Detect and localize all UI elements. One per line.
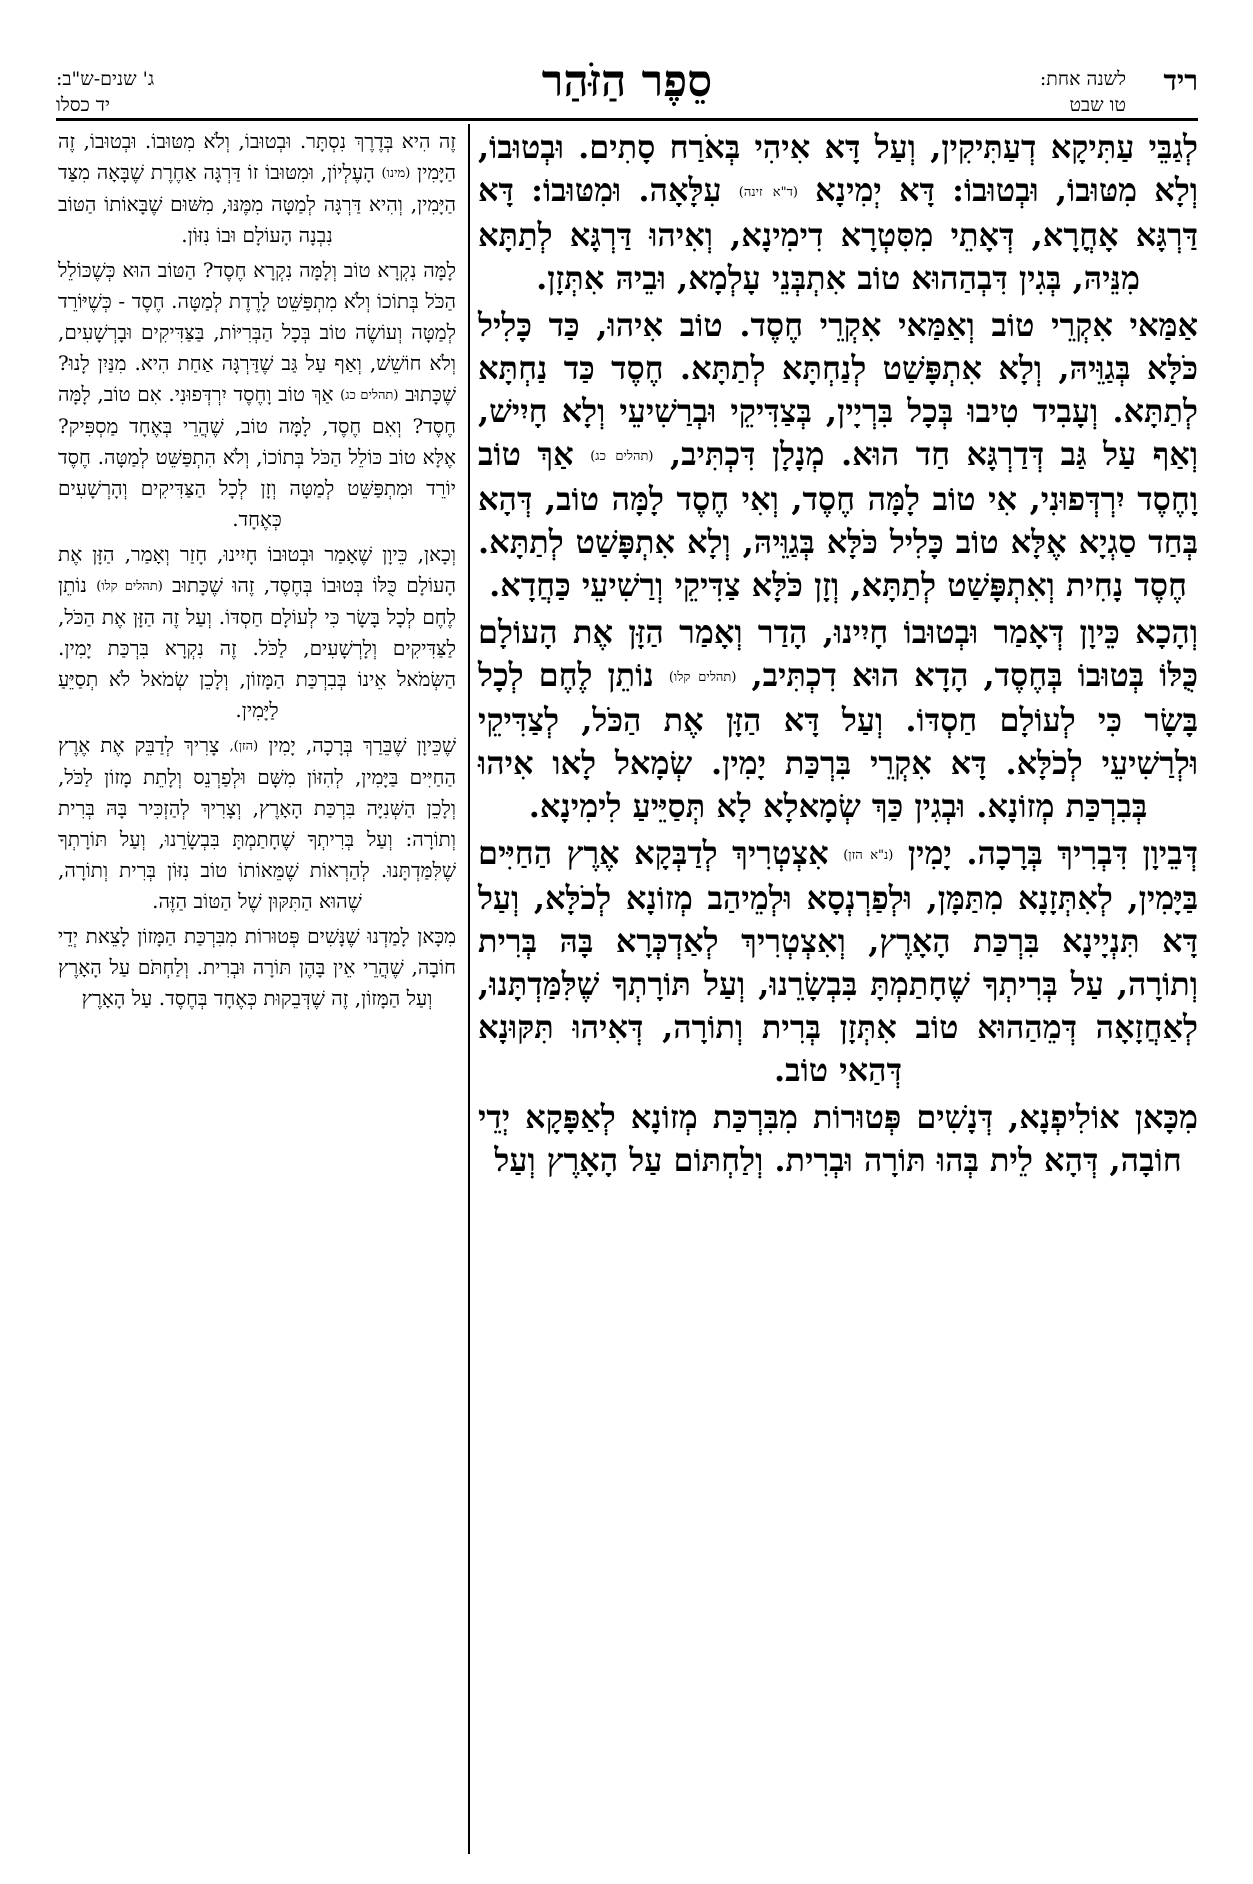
schedule-three-years xyxy=(56,66,154,118)
main-paragraph-1: לְגַבֵּי עַתִּיקָא דְעַתִּיקִין, וְעַל דָּא אִיהִי בְּאֹרַח סָתִים. וּבְטוּבוֹ, וְלָא מִטּוּבוֹ, וּבְטוּבוֹ: דָּא יְמִינָא (ד"א זינה) עִלָּאָה. וּמִטּוּבוֹ: דָּא דַּרְגָּא אָחֳרָא, דְּאָתֵי מִסִּטְרָא דִימִינָא, וְאִיהוּ דַּרְגָּא לְתַתָּא מִנֵּיהּ, בְּגִין דִּבְהַהוּא טוֹב אִתְבְּנֵי עָלְמָא, וּבֵיהּ אִתְּזָן. xyxy=(478,128,1199,297)
verse-reference: (תהלים קלו) xyxy=(668,670,737,685)
side-paragraph-1: זֶה הִיא בְּדֶרֶךְ נִסְתָּר. וּבְטוּבוֹ, וְלֹא מִטּוּבוֹ. וּבְטוּבוֹ, זֶה הַיָּמִין (מינו) הָעֶלְיוֹן, וּמִטּוּבוֹ זוֹ דַּרְגָּה אַחֶרֶת שֶׁבָּאָה מִצַּד הַיָּמִין, וְהִיא דַּרְגָּה לְמַטָּה מִמֶּנּוּ, מִשּׁוּם שֶׁבָּאוֹתוֹ הַטּוֹב נִבְנָה הָעוֹלָם וּבוֹ נִזּוֹן. xyxy=(58,129,456,247)
verse-reference: (תהלים כג) xyxy=(340,388,399,403)
side-paragraph-5: מִכָּאן לָמַדְנוּ שֶׁנָּשִׁים פְּטוּרוֹת מִבִּרְכַּת הַמָּזוֹן לָצֵאת יְדֵי חוֹבָה, שֶׁהֲרֵי אֵין בָּהֶן תּוֹרָה וּבְרִית. וְלַחְתֹּם עַל הָאָרֶץ וְעַל הַמָּזוֹן, זֶה שֶׁדְּבֵקוּת כְּאֶחָד בְּחֶסֶד. עַל הָאָרֶץ xyxy=(58,924,456,1010)
main-paragraph-3: וְהָכָא כֵּיוָן דְּאָמַר וּבְטוּבוֹ חָיִינוּ, הָדַר וְאָמַר הַזָּן אֶת הָעוֹלָם כֻּלּוֹ בְּטוּבוֹ בְּחֶסֶד, הָדָא הוּא דִכְתִּיב, (תהלים קלו) נוֹתֵן לֶחֶם לְכָל בָּשָׂר כִּי לְעוֹלָם חַסְדּוֹ. וְעַל דָּא הַזָּן אֶת הַכֹּל, לְצַדִּיקֵי וּלְרַשִׁיעֵי לְכֹלָּא. דָּא אִקְרֵי בִּרְכַּת יָמִין. שְׂמָאל לָאו אִיהוּ בְּבִרְכַּת מְזוֹנָא. וּבְגִין כַּךְ שְׂמָאלָא לָא תְּסַיֵּיעַ לִימִינָא. xyxy=(478,613,1199,825)
page-number: ריד xyxy=(1163,64,1198,97)
schedule-three-years-date: יד כסלו xyxy=(56,94,111,116)
header-rule xyxy=(56,118,1198,121)
variant-note: (נ"א הזן) xyxy=(843,848,894,863)
verse-reference: (תהלים קלו) xyxy=(96,579,163,594)
variant-note: (מינו) xyxy=(381,166,411,181)
main-paragraph-5: מִכָּאן אוֹלִיפְנָא, דְּנָשִׁים פְּטוּרוֹת מִבִּרְכַּת מְזוֹנָא לְאַפָּקָא יְדֵי חוֹבָה, דְּהָא לֵית בְּהוּ תּוֹרָה וּבְרִית. וְלַחְתּוֹם עַל הָאָרֶץ וְעַל xyxy=(478,1098,1198,1179)
schedule-one-year-label: לשנה אחת: xyxy=(1039,68,1126,90)
variant-note: (הזן), xyxy=(229,739,259,754)
side-paragraph-3: וְכָאן, כֵּיוָן שֶׁאָמַר וּבְטוּבוֹ חָיִינוּ, חָזַר וְאָמַר, הַזָּן אֶת הָעוֹלָם כֻּלּוֹ בְּטוּבוֹ בְּחֶסֶד, זֶהוּ שֶׁכָּתוּב (תהלים קלו) נוֹתֵן לֶחֶם לְכָל בָּשָׂר כִּי לְעוֹלָם חַסְדּוֹ. וְעַל זֶה הַזָּן אֶת הַכֹּל, לַצַּדִּיקִים וְלָרְשָׁעִים, לַכֹּל. זֶה נִקְרָא בִּרְכַּת יָמִין. הַשְּׂמֹאל אֵינוֹ בְּבִרְכַּת הַמָּזוֹן, וְלָכֵן שְׂמֹאל לֹא תְסַיֵּעַ לַיָּמִין. xyxy=(58,542,456,722)
column-divider xyxy=(468,124,470,1854)
schedule-one-year-date: טו שבט xyxy=(1069,94,1126,116)
side-paragraph-4: שֶׁכֵּיוָן שֶׁבֵּרַךְ בְּרָכָה, יָמִין (הזן), צָרִיךְ לְדַבֵּק אֶת אֶרֶץ הַחַיִּים בַּיָּמִין, לְהִזּוֹן מִשָּׁם וּלְפַרְנֵס וְלָתֵת מָזוֹן לַכֹּל, וְלָכֵן הַשְּׁנִיָּה בִּרְכַּת הָאָרֶץ, וְצָרִיךְ לְהַזְכִּיר בָּהּ בְּרִית וְתוֹרָה: וְעַל בְּרִיתְךָ שֶׁחָתַמְתָּ בִּבְשָׂרֵנוּ, וְעַל תּוֹרָתְךָ שֶׁלִּמַּדְתָּנוּ. לְהַרְאוֹת שֶׁמֵּאוֹתוֹ טוֹב נִזּוֹן בְּרִית וְתוֹרָה, שֶׁהוּא הַתִּקּוּן שֶׁל הַטּוֹב הַזֶּה. xyxy=(58,733,456,913)
main-paragraph-4: דְּבֵיוָן דִּבְרִיךְ בְּרָכָה. יָמִין (נ"א הזן) אִצְטְרִיךְ לְדַבְּקָא אֶרֶץ הַחַיִּים בַּיָּמִין, לְאִתְּזָנָא מִתַּמָּן, וּלְפַרְנְסָא וּלְמֵיהַב מְזוֹנָא לְכֹלָּא, וְעַל דָּא תִּנְיָינָא בִּרְכַּת הָאָרֶץ, וְאִצְטְרִיךְ לְאַדְכְּרָא בָּהּ בְּרִית וְתוֹרָה, עַל בְּרִיתְךָ שֶׁחָתַמְתָּ בִּבְשָׂרֵנוּ, וְעַל תּוֹרָתְךָ שֶׁלִּמַּדְתָּנוּ, לְאַחֲזָאָה דְּמֵהַהוּא טוֹב אִתְּזָן בְּרִית וְתוֹרָה, דְּאִיהוּ תִּקּוּנָא דְּהַאי טוֹב. xyxy=(478,834,1199,1089)
page-header xyxy=(56,56,1198,124)
book-title: סֵפֶר הַזֹּהַר xyxy=(541,56,713,107)
hebrew-translation-column xyxy=(58,126,456,1018)
aramaic-column xyxy=(478,126,1198,1186)
variant-note: (ד"א זינה) xyxy=(738,185,798,200)
schedule-three-years-label: ג' שנים-ש"ב: xyxy=(56,68,155,90)
side-paragraph-2: לָמָּה נִקְרָא טוֹב וְלָמָּה נִקְרָא חֶסֶד? הַטּוֹב הוּא כְּשֶׁכּוֹלֵל הַכֹּל בְּתוֹכוֹ וְלֹא מִתְפַּשֵּׁט לָרֶדֶת לְמַטָּה. חֶסֶד - כְּשֶׁיּוֹרֵד לְמַטָּה וְעוֹשֶׂה טוֹב בְּכָל הַבְּרִיּוֹת, בַּצַּדִּיקִים וּבָרְשָׁעִים, וְלֹא חוֹשֵׁשׁ, וְאַף עַל גַּב שֶׁדַּרְגָּה אַחַת הִיא. מִנַּיִן לָנוּ? שֶׁכָּתוּב (תהלים כג) אַךְ טוֹב וָחֶסֶד יִרְדְּפוּנִי. אִם טוֹב, לָמָּה חֶסֶד? וְאִם חֶסֶד, לָמָּה טוֹב, שֶׁהֲרֵי בְּאֶחָד מַסְפִּיק? אֶלָּא טוֹב כּוֹלֵל הַכֹּל בְּתוֹכוֹ, וְלֹא הִתְפַּשֵּׁט לְמַטָּה. חֶסֶד יוֹרֵד וּמִתְפַּשֵּׁט לְמַטָּה וְזָן לְכָל הַצַּדִּיקִים וְהָרְשָׁעִים כְּאֶחָד. xyxy=(58,258,457,531)
main-paragraph-2: אַמַּאי אִקְרֵי טוֹב וְאַמַּאי אִקְרֵי חֶסֶד. טוֹב אִיהוּ, כַּד כָּלִיל כֹּלָּא בְּגַוֵּיהּ, וְלָא אִתְפָּשַׁט לְנַחְתָּא לְתַתָּא. חֶסֶד כַּד נַחְתָּא לְתַתָּא. וְעָבִיד טִיבוּ בְּכָל בִּרְיָין, בְּצַדִּיקֵי וּבְרַשִׁיעֵי וְלָא חָיִישׁ, וְאַף עַל גַּב דְּדַרְגָּא חַד הוּא. מְנָלָן דִּכְתִּיב, (תהלים כג) אַךְ טוֹב וָחֶסֶד יִרְדְּפוּנִי, אִי טוֹב לָמָּה חֶסֶד, וְאִי חֶסֶד לָמָּה טוֹב, דְּהָא בְּחַד סַגְיָא אֶלָּא טוֹב כָּלִיל כֹּלָּא בְּגַוֵּיהּ, וְלָא אִתְפָּשַׁט לְתַתָּא. חֶסֶד נָחִית וְאִתְפָּשַׁט לְתַתָּא, וְזָן כֹּלָּא צַדִּיקֵי וְרַשִׁיעֵי כַּחֲדָא. xyxy=(478,306,1199,604)
verse-reference: (תהלים כג) xyxy=(590,449,654,464)
